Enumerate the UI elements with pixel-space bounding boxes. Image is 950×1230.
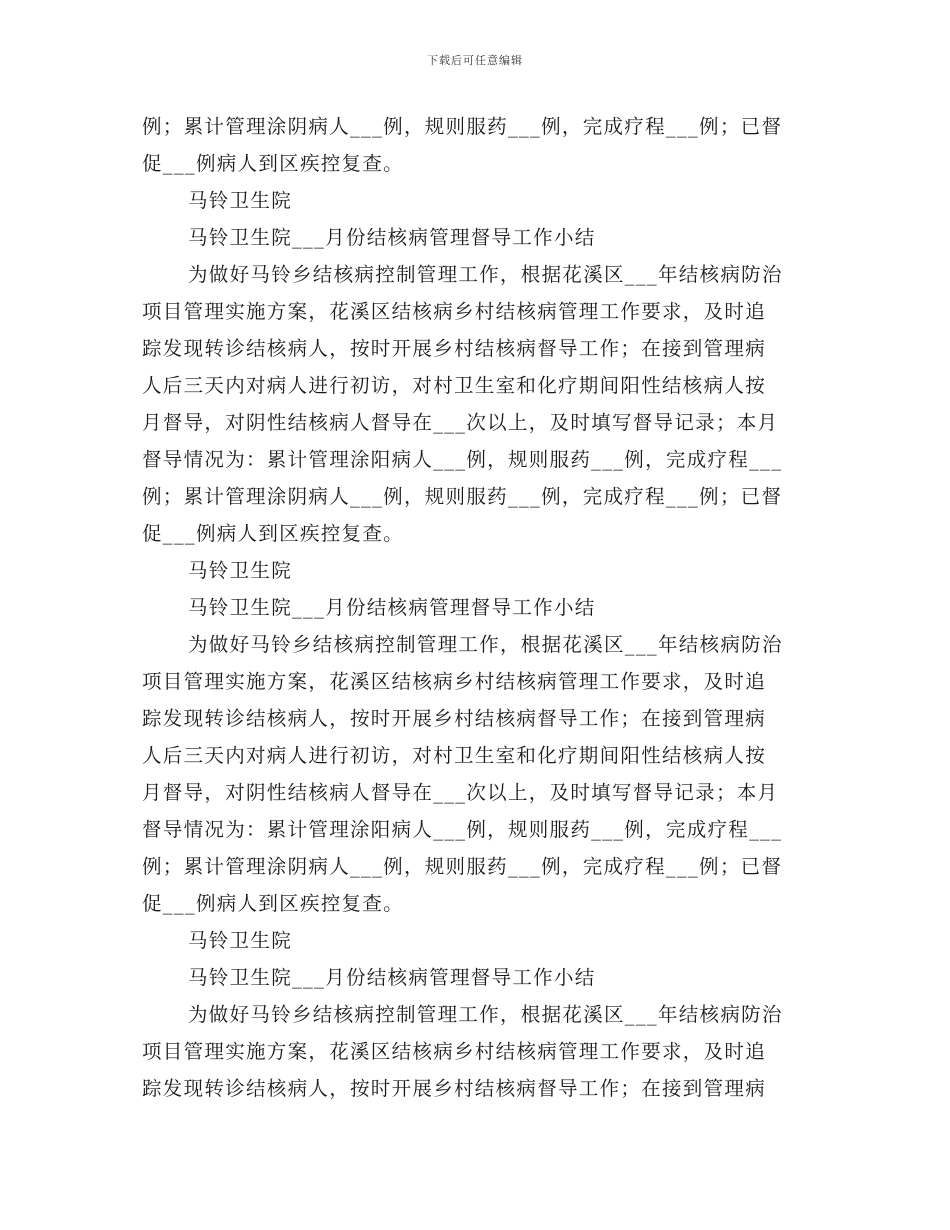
text-line: 为做好马铃乡结核病控制管理工作，根据花溪区___年结核病防治 (188, 1003, 783, 1026)
page-header: 下载后可任意编辑 (427, 54, 523, 67)
text-line: 督导情况为：累计管理涂阳病人___例，规则服药___例，完成疗程___ (142, 818, 783, 841)
text-line: 促___例病人到区疾控复查。 (142, 152, 404, 175)
text-line: 为做好马铃乡结核病控制管理工作，根据花溪区___年结核病防治 (188, 263, 783, 286)
text-line: 人后三天内对病人进行初访，对村卫生室和化疗期间阳性结核病人按 (142, 744, 767, 767)
text-line: 马铃卫生院___月份结核病管理督导工作小结 (188, 226, 596, 249)
text-line: 踪发现转诊结核病人，按时开展乡村结核病督导工作；在接到管理病 (142, 1077, 767, 1100)
text-line: 督导情况为：累计管理涂阳病人___例，规则服药___例，完成疗程___ (142, 448, 783, 471)
text-line: 为做好马铃乡结核病控制管理工作，根据花溪区___年结核病防治 (188, 633, 783, 656)
text-line: 踪发现转诊结核病人，按时开展乡村结核病督导工作；在接到管理病 (142, 707, 767, 730)
text-line: 促___例病人到区疾控复查。 (142, 892, 404, 915)
text-line: 月督导，对阴性结核病人督导在___次以上，及时填写督导记录；本月 (142, 781, 779, 804)
text-line: 例；累计管理涂阴病人___例，规则服药___例，完成疗程___例；已督 (142, 855, 783, 878)
text-line: 月督导，对阴性结核病人督导在___次以上，及时填写督导记录；本月 (142, 411, 779, 434)
text-line: 踪发现转诊结核病人，按时开展乡村结核病督导工作；在接到管理病 (142, 337, 767, 360)
text-line: 马铃卫生院 (188, 189, 293, 212)
text-line: 马铃卫生院 (188, 559, 293, 582)
text-line: 项目管理实施方案，花溪区结核病乡村结核病管理工作要求，及时追 (142, 670, 767, 693)
text-line: 马铃卫生院 (188, 929, 293, 952)
text-line: 项目管理实施方案，花溪区结核病乡村结核病管理工作要求，及时追 (142, 1040, 767, 1063)
text-line: 例；累计管理涂阴病人___例，规则服药___例，完成疗程___例；已督 (142, 485, 783, 508)
text-line: 促___例病人到区疾控复查。 (142, 522, 404, 545)
text-line: 马铃卫生院___月份结核病管理督导工作小结 (188, 966, 596, 989)
text-line: 项目管理实施方案，花溪区结核病乡村结核病管理工作要求，及时追 (142, 300, 767, 323)
text-line: 例；累计管理涂阴病人___例，规则服药___例，完成疗程___例；已督 (142, 115, 783, 138)
text-line: 马铃卫生院___月份结核病管理督导工作小结 (188, 596, 596, 619)
text-line: 人后三天内对病人进行初访，对村卫生室和化疗期间阳性结核病人按 (142, 374, 767, 397)
document-body (142, 108, 810, 1107)
